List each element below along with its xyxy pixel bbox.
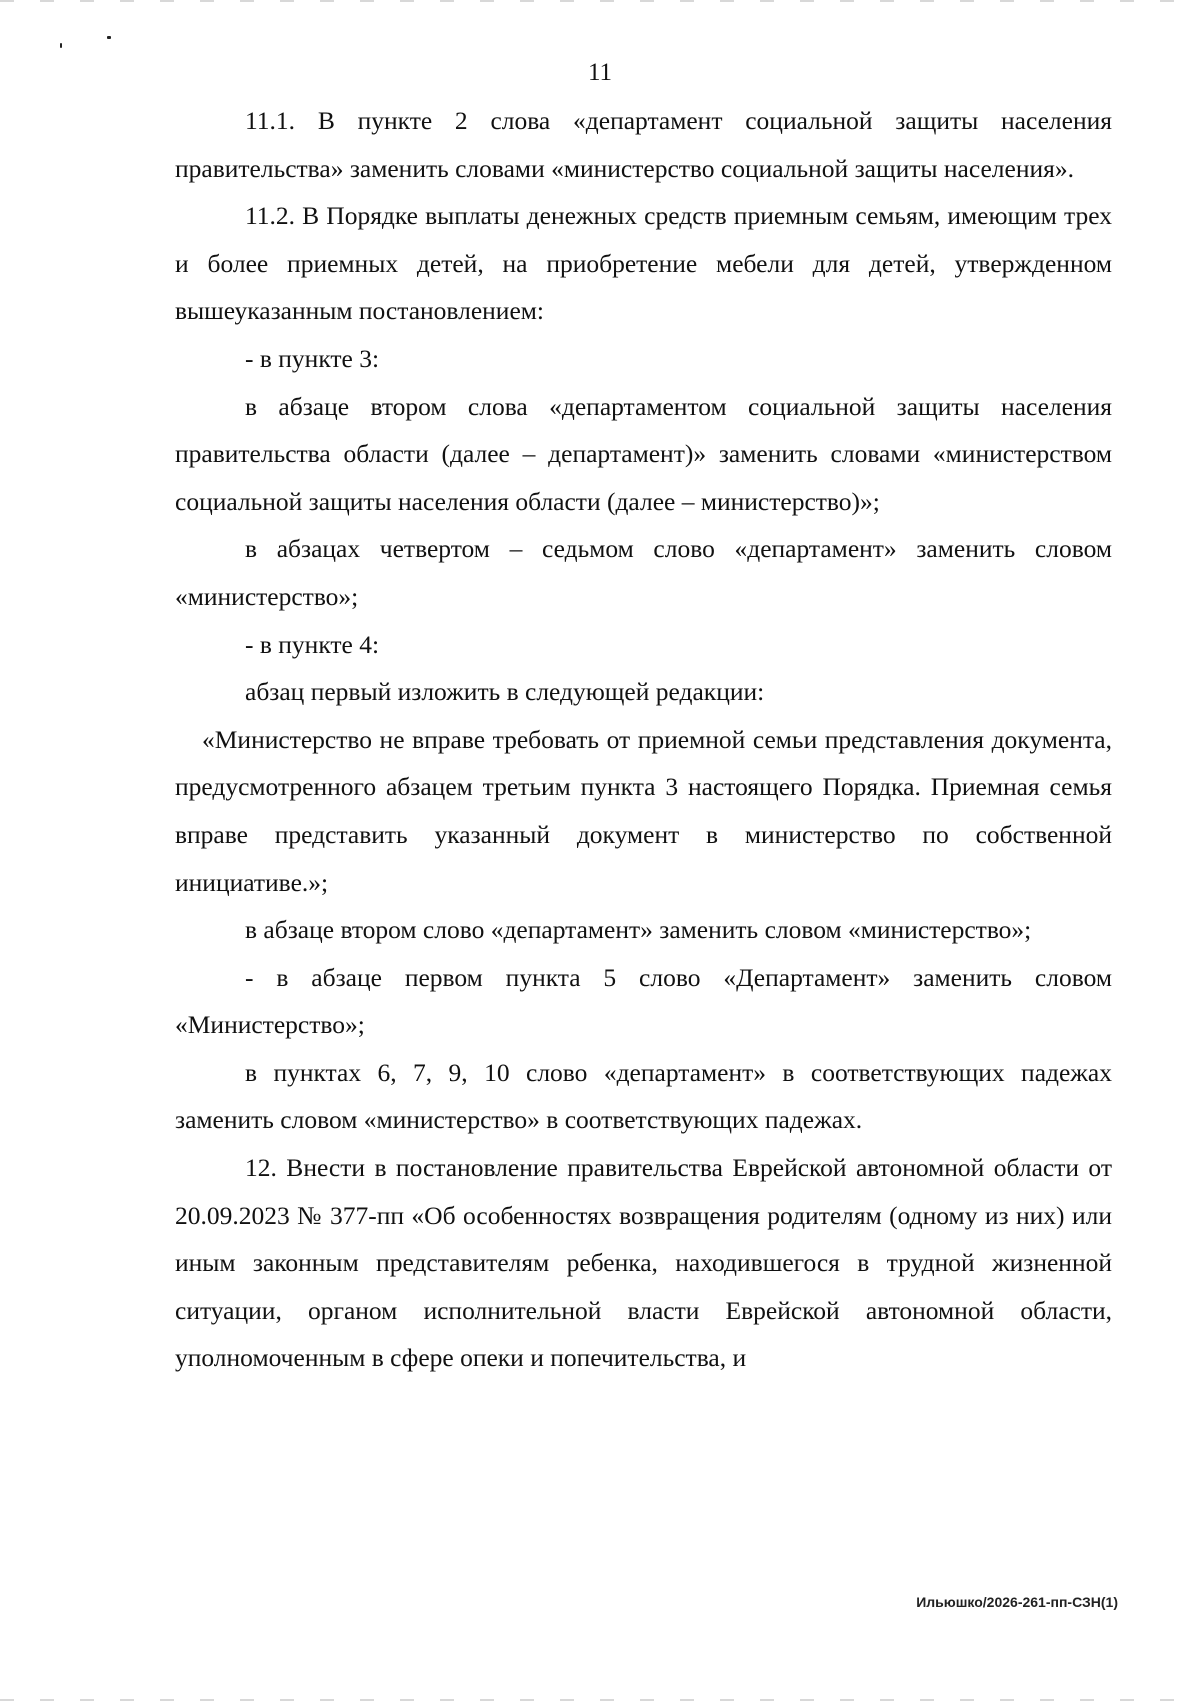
paragraph-point-3-second-abzac: в абзаце втором слова «департаментом социальной защиты населения правительства области (далее – департамент)» заменить словами «министерством социальной защиты населения области (далее – министерство)»; xyxy=(175,391,1112,516)
paragraph-point-3-abzacs-4-7: в абзацах четвертом – седьмом слово «департамент» заменить словом «министерство»; xyxy=(175,534,1112,611)
paragraph-points-6-10: в пунктах 6, 7, 9, 10 слово «департамент» в соответствующих падежах заменить словом «министерство» в соответствующих падежах. xyxy=(175,1057,1112,1135)
document-footer-code: Ильюшко/2026-261-пп-СЗН(1) xyxy=(916,1594,1118,1610)
scan-bottom-edge xyxy=(0,1699,1200,1701)
paragraph-11-2: 11.2. В Порядке выплаты денежных средств приемным семьям, имеющим трех и более приемных детей, на приобретение мебели для детей, утвержденном вышеуказанным постановлением: xyxy=(175,201,1112,326)
paragraph-point-4-first-abzac: абзац первый изложить в следующей редакции: xyxy=(245,677,765,707)
scan-top-edge xyxy=(0,0,1200,2)
paragraph-quoted-redaction: «Министерство не вправе требовать от приемной семьи представления документа, предусмотренного абзацем третьим пункта 3 настоящего Порядка. Приемная семья вправе представить указанный документ в министерство по собственной инициативе.»; xyxy=(175,724,1112,897)
document-body xyxy=(175,97,1112,1382)
paragraph-12: 12. Внести в постановление правительства Еврейской автономной области от 20.09.2023 № 377-пп «Об особенностях возвращения родителям (одному из них) или иным законным представителям ребенка, находившегося в трудной жизненной ситуации, органом исполнительной власти Еврейской автономной области, уполномоченным в сфере опеки и попечительства, и xyxy=(175,1153,1112,1373)
paragraph-point-3: - в пункте 3: xyxy=(245,343,380,373)
paragraph-point-4: - в пункте 4: xyxy=(245,629,380,659)
paragraph-point-5: - в абзаце первом пункта 5 слово «Департамент» заменить словом «Министерство»; xyxy=(175,962,1112,1040)
paragraph-11-1: 11.1. В пункте 2 слова «департамент социальной защиты населения правительства» заменить словами «министерство социальной защиты населения». xyxy=(175,106,1112,183)
paragraph-point-4-second-abzac: в абзаце втором слово «департамент» заменить словом «министерство»; xyxy=(245,915,1032,945)
page-number: 11 xyxy=(587,59,613,86)
scan-speck xyxy=(107,36,111,39)
scan-speck xyxy=(60,43,62,48)
